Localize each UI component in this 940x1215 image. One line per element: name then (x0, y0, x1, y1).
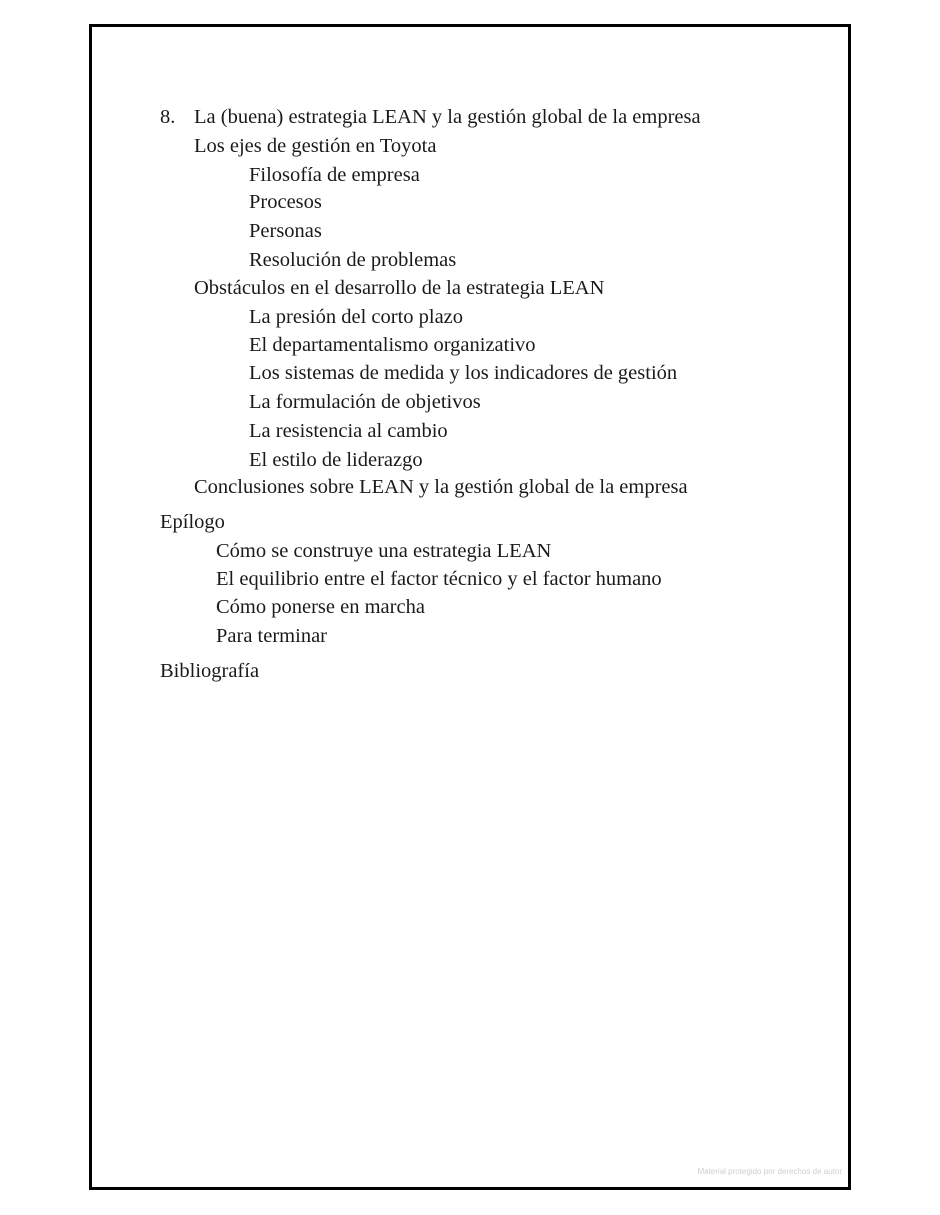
toc-section-title: Obstáculos en el desarrollo de la estrategia LEAN (194, 277, 605, 299)
bibliography-title: Bibliografía (160, 660, 260, 682)
toc-item: Procesos (249, 191, 322, 213)
toc-item: El estilo de liderazgo (249, 449, 423, 471)
chapter-title: La (buena) estrategia LEAN y la gestión global de la empresa (194, 106, 701, 128)
toc-section-title: Los ejes de gestión en Toyota (194, 135, 437, 157)
toc-item: Filosofía de empresa (249, 164, 420, 186)
chapter-number: 8. (160, 106, 176, 128)
epilogue-title: Epílogo (160, 511, 225, 533)
toc-item: La resistencia al cambio (249, 420, 448, 442)
toc-item: El equilibrio entre el factor técnico y el factor humano (216, 568, 662, 590)
page-frame (89, 24, 851, 1190)
toc-item: Resolución de problemas (249, 249, 457, 271)
toc-item: Para terminar (216, 625, 327, 647)
toc-item: El departamentalismo organizativo (249, 334, 536, 356)
copyright-watermark: Material protegido por derechos de autor (697, 1167, 842, 1176)
toc-item: Cómo se construye una estrategia LEAN (216, 540, 552, 562)
toc-item: Personas (249, 220, 322, 242)
toc-section-title: Conclusiones sobre LEAN y la gestión global de la empresa (194, 476, 688, 498)
toc-item: La presión del corto plazo (249, 306, 464, 328)
toc-item: La formulación de objetivos (249, 391, 481, 413)
toc-item: Cómo ponerse en marcha (216, 596, 425, 618)
toc-item: Los sistemas de medida y los indicadores de gestión (249, 362, 678, 384)
